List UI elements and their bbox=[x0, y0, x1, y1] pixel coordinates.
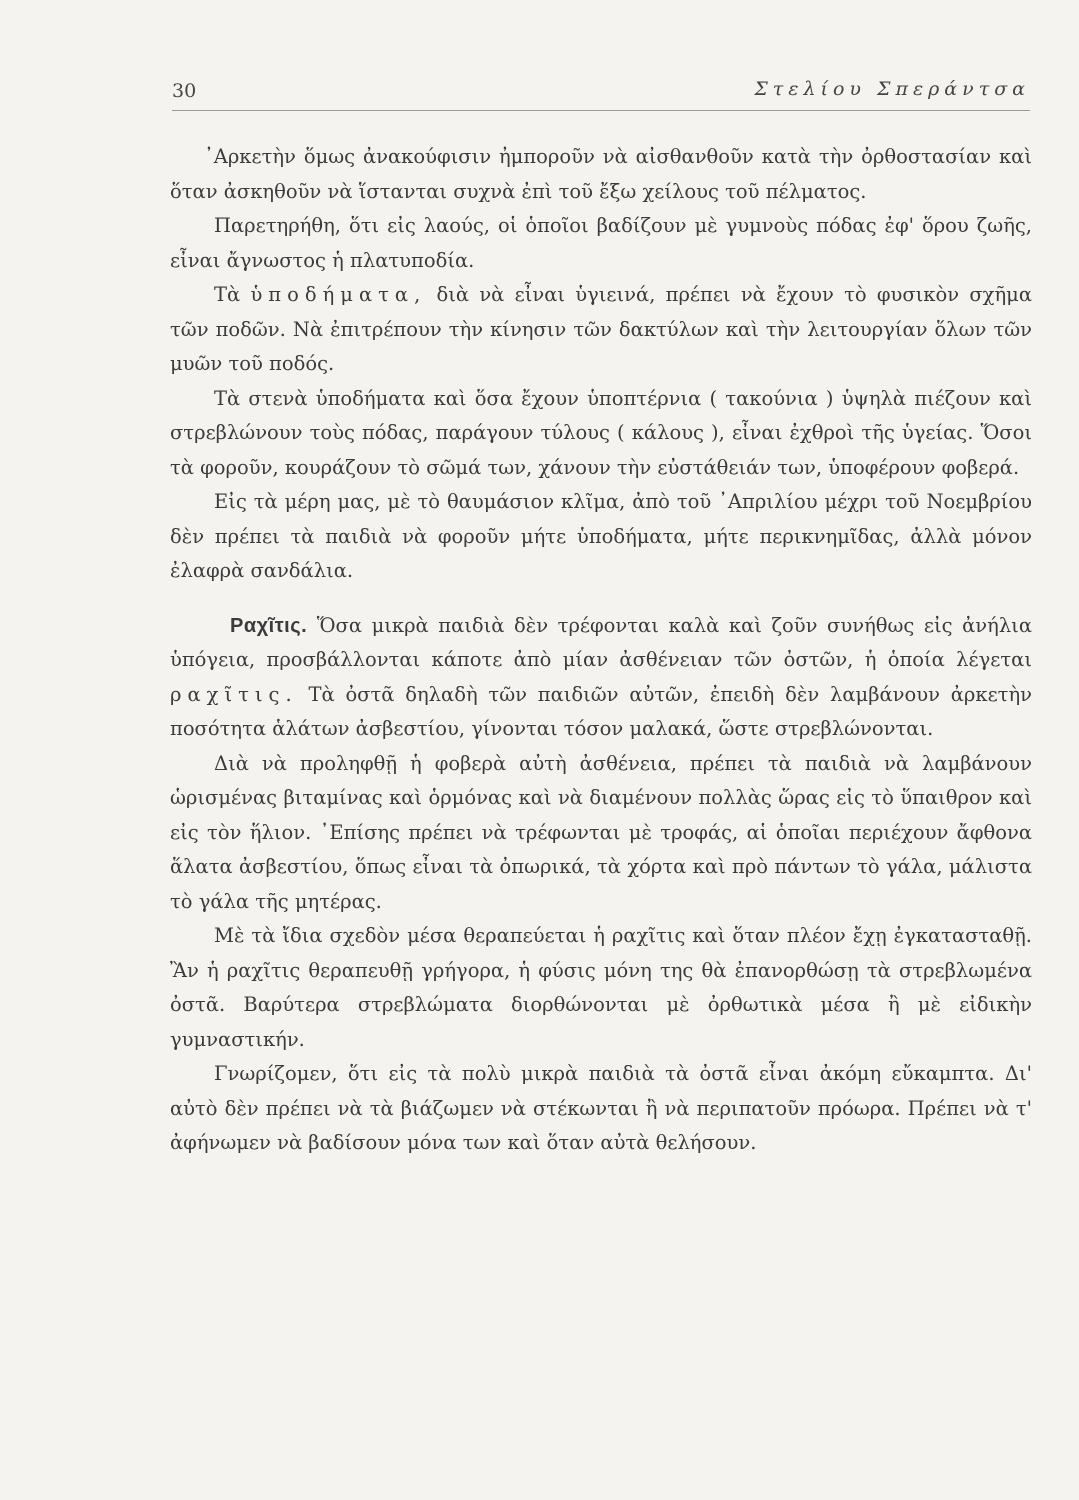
page-number: 30 bbox=[172, 80, 197, 102]
spaced-term: ραχῖτις. bbox=[170, 682, 298, 706]
body-text bbox=[170, 140, 1032, 1161]
spaced-term: ὑποδήματα, bbox=[250, 283, 427, 306]
paragraph-lead: Ὅσα μικρὰ παιδιὰ δὲν τρέφονται καλὰ καὶ ζοῦν συνήθως εἰς ἀνήλια ὑπόγεια, προσβάλλονται κάποτε ἀπὸ μίαν ἀσθένειαν τῶν ὀστῶν, ἡ ὁποία λέγεται bbox=[170, 613, 1032, 671]
page-header bbox=[172, 74, 1030, 108]
paragraph-rest: Τὰ ὀστᾶ δηλαδὴ τῶν παιδιῶν αὐτῶν, ἐπειδὴ δὲν λαμβάνουν ἀρκετὴν ποσότητα ἁλάτων ἀσβεστίου, γίνονται τόσον μαλακά, ὥστε στρεβλώνονται. bbox=[170, 682, 1033, 740]
header-rule bbox=[172, 110, 1030, 111]
section-paragraph bbox=[170, 609, 1032, 747]
paragraph: Τὰ στενὰ ὑποδήματα καὶ ὅσα ἔχουν ὑποπτέρνια ( τακούνια ) ὑψηλὰ πιέζουν καὶ στρεβλώνουν τοὺς πόδας, παράγουν τύλους ( κάλους ), εἶναι ἐχθροὶ τῆς ὑγείας. Ὅσοι τὰ φοροῦν, κουράζουν τὸ σῶμά των, χάνουν τὴν εὐστάθειάν των, ὑποφέρουν φοβερά. bbox=[170, 386, 1032, 479]
paragraph: Διὰ νὰ προληφθῇ ἡ φοβερὰ αὐτὴ ἀσθένεια, πρέπει τὰ παιδιὰ νὰ λαμβάνουν ὡρισμένας βιταμίνας καὶ ὁρμόνας καὶ νὰ διαμένουν πολλὰς ὥρας εἰς τὸ ὕπαιθρον καὶ εἰς τὸν ἥλιον. ᾿Επίσης πρέπει νὰ τρέφωνται μὲ τροφάς, αἱ ὁποῖαι περιέχουν ἄφθονα ἅλατα ἀσβεστίου, ὅπως εἶναι τὰ ὀπωρικά, τὰ χόρτα καὶ πρὸ πάντων τὸ γάλα, μάλιστα τὸ γάλα τῆς μητέρας. bbox=[170, 751, 1032, 913]
paragraph: Γνωρίζομεν, ὅτι εἰς τὰ πολὺ μικρὰ παιδιὰ τὰ ὀστᾶ εἶναι ἀκόμη εὔκαμπτα. Δι' αὐτὸ δὲν πρέπει νὰ τὰ βιάζωμεν νὰ στέκωνται ἢ νὰ περιπατοῦν πρόωρα. Πρέπει νὰ τ' ἀφήνωμεν νὰ βαδίσουν μόνα των καὶ ὅταν αὐτὰ θελήσουν. bbox=[170, 1062, 1032, 1154]
running-head: Στελίου Σπεράντσα bbox=[754, 78, 1030, 100]
paragraph: Μὲ τὰ ἴδια σχεδὸν μέσα θεραπεύεται ἡ ραχῖτις καὶ ὅταν πλέον ἔχῃ ἐγκατασταθῇ. Ἂν ἡ ραχῖτις θεραπευθῇ γρήγορα, ἡ φύσις μόνη της θὰ ἐπανορθώσῃ τὰ στρεβλωμένα ὀστᾶ. Βαρύτερα στρεβλώματα διορθώνονται μὲ ὀρθωτικὰ μέσα ἢ μὲ εἰδικὴν γυμναστικήν. bbox=[170, 924, 1032, 1051]
paragraph: ᾿Αρκετὴν ὅμως ἀνακούφισιν ἠμποροῦν νὰ αἰσθανθοῦν κατὰ τὴν ὀρθοστασίαν καὶ ὅταν ἀσκηθοῦν νὰ ἵστανται συχνὰ ἐπὶ τοῦ ἔξω χείλους τοῦ πέλματος. bbox=[170, 145, 1032, 203]
paragraph-rest: διὰ νὰ εἶναι ὑγιεινά, πρέπει νὰ ἔχουν τὸ φυσικὸν σχῆμα τῶν ποδῶν. Νὰ ἐπιτρέπουν τὴν κίνησιν τῶν δακτύλων καὶ τὴν λειτουργίαν ὅλων τῶν μυῶν τοῦ ποδός. bbox=[170, 283, 1032, 375]
paragraph: Παρετηρήθη, ὅτι εἰς λαούς, οἱ ὁποῖοι βαδίζουν μὲ γυμνοὺς πόδας ἐφ' ὅρου ζωῆς, εἶναι ἄγνωστος ἡ πλατυποδία. bbox=[170, 214, 1032, 272]
paragraph bbox=[170, 278, 1032, 382]
paragraph-lead: Τὰ bbox=[214, 283, 241, 306]
section-heading: Ραχῖτις. bbox=[230, 614, 308, 637]
paragraph: Εἰς τὰ μέρη μας, μὲ τὸ θαυμάσιον κλῖμα, ἀπὸ τοῦ ᾿Απριλίου μέχρι τοῦ Νοεμβρίου δὲν πρέπει τὰ παιδιὰ νὰ φοροῦν μήτε ὑποδήματα, μήτε περικνημῖδας, ἀλλὰ μόνον ἐλαφρὰ σανδάλια. bbox=[170, 490, 1032, 582]
